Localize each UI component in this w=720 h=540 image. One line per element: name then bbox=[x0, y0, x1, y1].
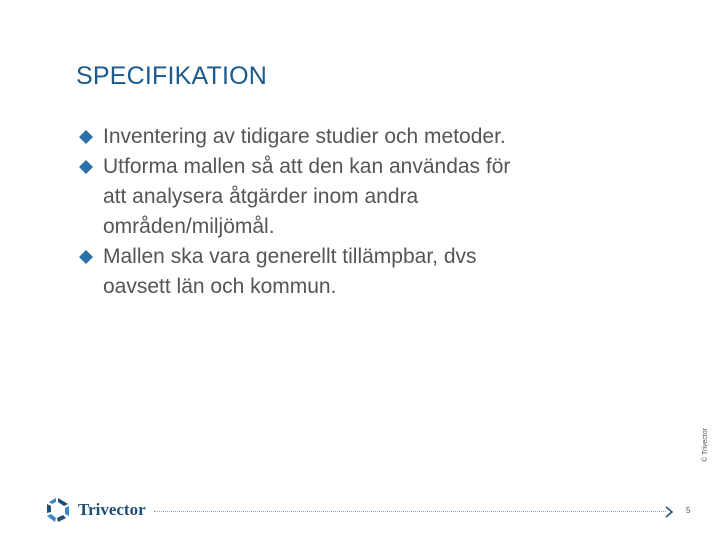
bullet-text: Mallen ska vara generellt tillämpbar, dvs oavsett län och kommun. bbox=[103, 245, 477, 298]
logo-wordmark: Trivector bbox=[78, 500, 146, 519]
diamond-bullet-icon bbox=[79, 130, 93, 144]
bullet-item bbox=[76, 242, 516, 302]
bullet-item bbox=[76, 122, 516, 152]
bullet-text: Inventering av tidigare studier och metoder. bbox=[103, 125, 506, 148]
slide-title: SPECIFIKATION bbox=[76, 62, 268, 90]
copyright-note: © Trivector bbox=[702, 428, 709, 462]
footer-dotted-line bbox=[154, 511, 666, 512]
bullet-list bbox=[76, 122, 516, 302]
bullet-text: Utforma mallen så att den kan användas för att analysera åtgärder inom andra områden/miljömål. bbox=[103, 155, 511, 238]
chevron-right-icon bbox=[664, 505, 674, 517]
bullet-item bbox=[76, 152, 516, 242]
trivector-logo-icon bbox=[44, 496, 72, 524]
diamond-bullet-icon bbox=[79, 160, 93, 174]
page-number: 5 bbox=[686, 506, 691, 515]
trivector-logo bbox=[44, 495, 146, 525]
diamond-bullet-icon bbox=[79, 250, 93, 264]
